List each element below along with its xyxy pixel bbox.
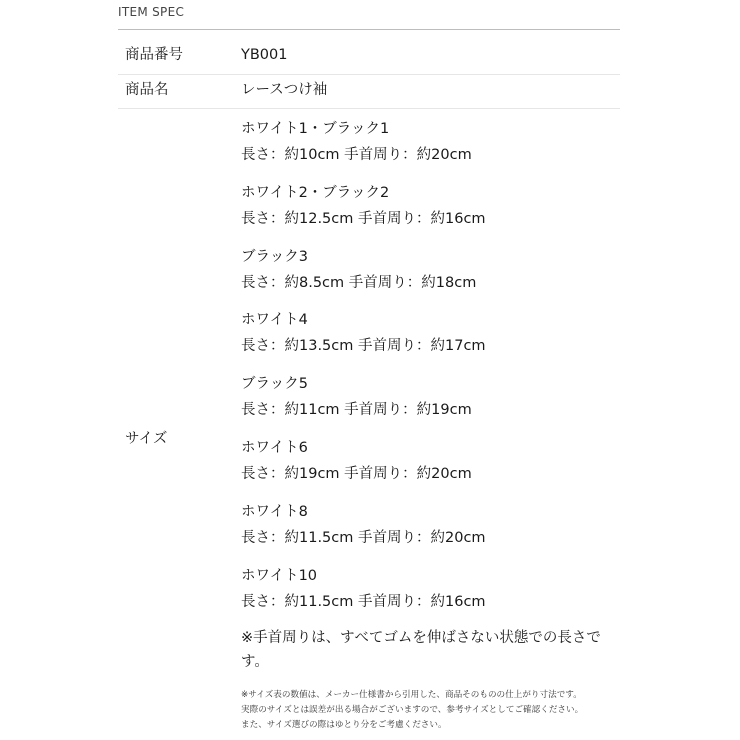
size-entry <box>241 371 621 423</box>
size-list <box>241 116 621 674</box>
size-entry-name: ブラック3 <box>241 248 308 265</box>
size-entry <box>241 435 621 487</box>
size-entry-name: ホワイト10 <box>241 567 318 584</box>
size-label: サイズ <box>125 431 168 447</box>
size-entry-detail: 長さ：約10cm 手首周り：約20cm <box>241 147 472 163</box>
size-entry-name: ホワイト2・ブラック2 <box>241 184 390 201</box>
size-entry-name: ホワイト8 <box>241 503 308 520</box>
size-entry-detail: 長さ：約19cm 手首周り：約20cm <box>241 465 472 482</box>
row-divider <box>118 74 620 75</box>
disclaimer-line: 実際のサイズとは誤差が出る場合がございますので、参考サイズとしてご確認ください。 <box>241 705 584 715</box>
page-title: ITEM SPEC <box>118 5 185 19</box>
size-entry-detail: 長さ：約8.5cm 手首周り：約18cm <box>241 274 477 291</box>
size-note: ※手首周りは、すべてゴムを伸ばさない状態での長さです。 <box>241 630 601 671</box>
size-entry-detail: 長さ：約13.5cm 手首周り：約17cm <box>241 338 486 355</box>
size-entry <box>241 499 621 551</box>
size-entry-name: ブラック5 <box>241 376 308 393</box>
size-entry <box>241 116 621 168</box>
size-entry-name: ホワイト6 <box>241 439 308 456</box>
product-name-value: レースつけ袖 <box>241 82 328 98</box>
product-number-value: YB001 <box>241 47 288 63</box>
size-entry-detail: 長さ：約11.5cm 手首周り：約16cm <box>241 593 486 610</box>
disclaimer-line: また、サイズ選びの際はゆとり分をご考慮ください。 <box>241 720 447 730</box>
size-entry <box>241 307 621 359</box>
size-entry <box>241 563 621 615</box>
size-entry-name: ホワイト1・ブラック1 <box>241 121 390 137</box>
size-entry-detail: 長さ：約11cm 手首周り：約19cm <box>241 402 472 419</box>
row-divider <box>118 108 620 109</box>
size-entry-detail: 長さ：約12.5cm 手首周り：約16cm <box>241 210 486 227</box>
size-entry-name: ホワイト4 <box>241 312 308 329</box>
size-entry-detail: 長さ：約11.5cm 手首周り：約20cm <box>241 529 486 546</box>
product-name-label: 商品名 <box>125 82 169 98</box>
disclaimer <box>241 688 641 733</box>
size-entry <box>241 180 621 232</box>
header-divider <box>118 29 620 30</box>
product-number-label: 商品番号 <box>125 47 183 63</box>
size-entry <box>241 244 621 296</box>
disclaimer-line: ※サイズ表の数値は、メーカー仕様書から引用した、商品そのものの仕上がり寸法です。 <box>241 690 582 700</box>
